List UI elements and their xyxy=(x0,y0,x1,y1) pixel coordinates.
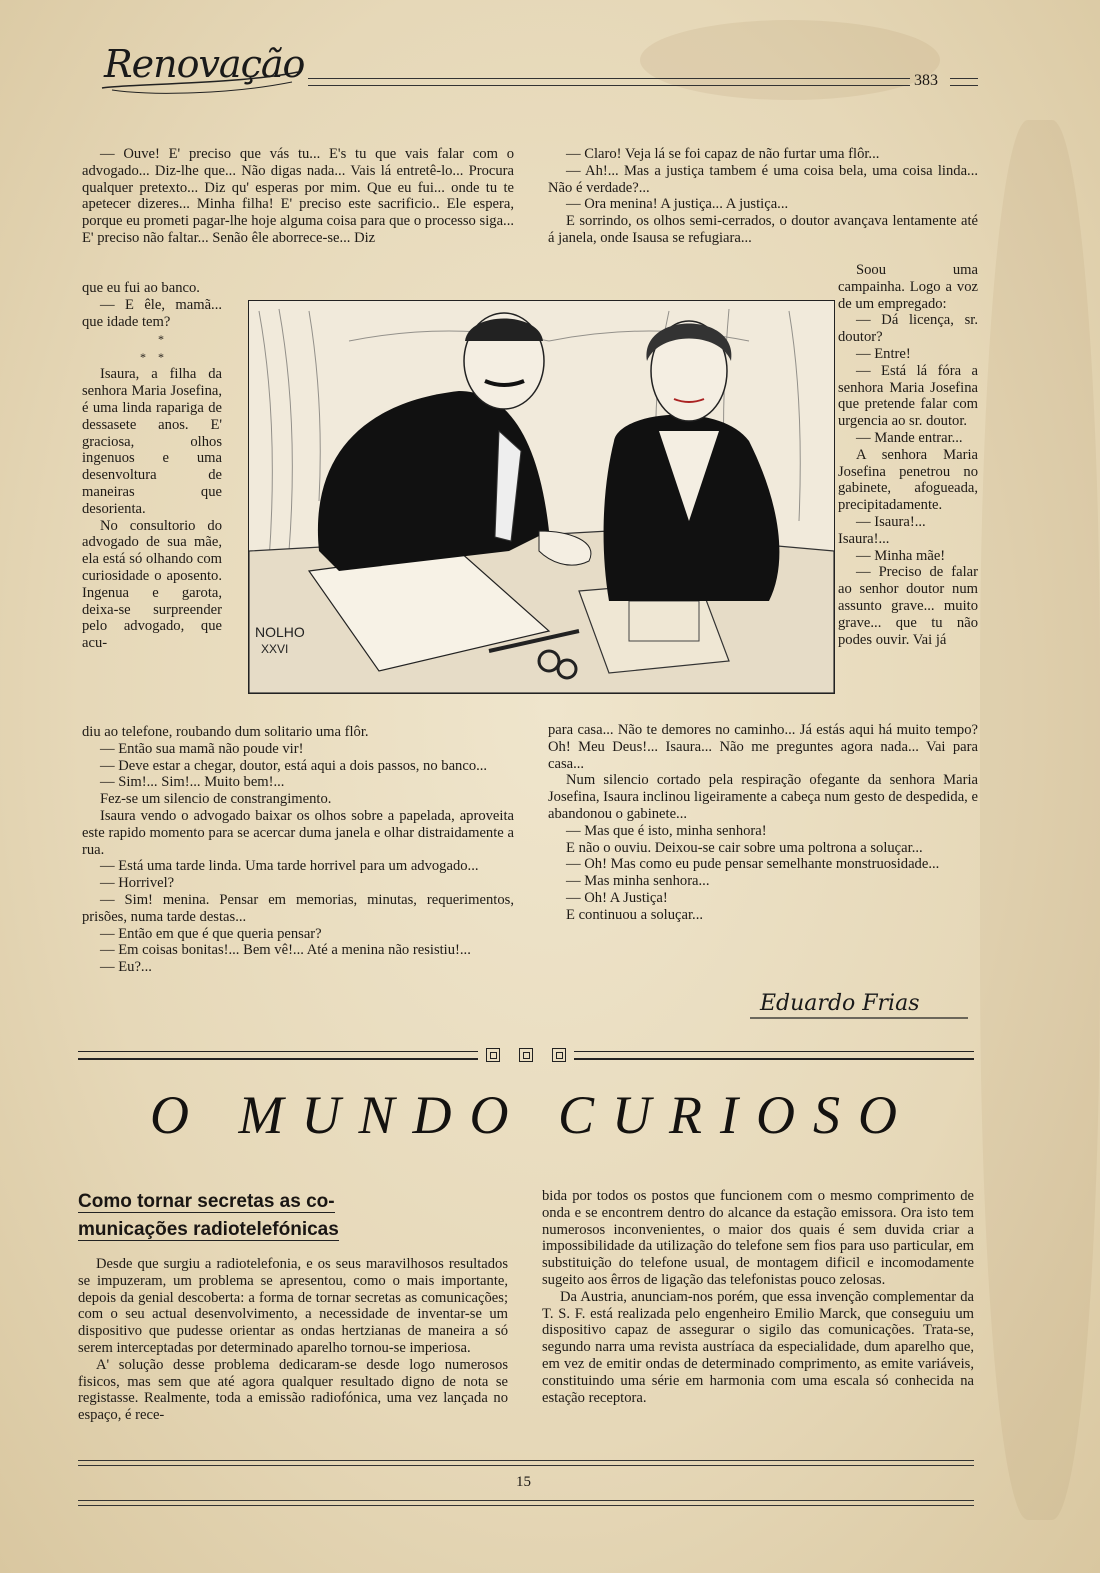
header-rule xyxy=(308,78,910,86)
story-paragraph: — Dá licença, sr. doutor? xyxy=(838,312,978,346)
ornament-square-icon xyxy=(552,1048,566,1062)
story-paragraph: — Ora menina! A justiça... A justiça... xyxy=(566,196,789,213)
story-paragraph: No consultorio do advogado de sua mãe, ela está só olhando com curiosidade o aposento. Ingenua e garota, deixa-se surpreender pelo advogado, que acu- xyxy=(82,517,222,652)
star: * xyxy=(158,332,164,347)
story-left-top xyxy=(82,146,514,247)
article-title-line1: Como tornar secretas as co- xyxy=(78,1191,335,1212)
article-right-column xyxy=(542,1188,974,1406)
story-paragraph: Soou uma campainha. Logo a voz de um empregado: xyxy=(838,262,978,312)
story-paragraph: E não o ouviu. Deixou-se cair sobre uma poltrona a soluçar... xyxy=(566,839,923,856)
footer-rule xyxy=(78,1500,974,1506)
story-paragraph: — Em coisas bonitas!... Bem vê!... Até a menina não resistiu!... xyxy=(100,942,471,959)
story-paragraph: — Ouve! E' preciso que vás tu... E's tu que vais falar com o advogado... Diz-lhe que... Não digas nada... Vais lá entretê-lo... Procura qualquer pretexto... Diz qu' esperas por mim. Que eu fui... onde tu te apetecer dizeres... Minha filha! E' preciso este sacrificio.. Ele espera, porque eu prometi pagar-lhe hoje alguma coisa para que o processo siga... E' preciso não faltar... Senão êle aborrece-se... Diz xyxy=(82,146,514,246)
story-paragraph: — Sim!... Sim!... Muito bem!... xyxy=(100,774,285,791)
story-paragraph: — Mande entrar... xyxy=(856,429,963,446)
story-right-top xyxy=(548,146,978,247)
article-title-line2: municações radiotelefónicas xyxy=(78,1219,339,1240)
story-paragraph: A senhora Maria Josefina penetrou no gabinete, afogueada, precipitadamente. xyxy=(838,446,978,514)
story-paragraph: — Isaura!... xyxy=(856,513,926,530)
story-right-narrow xyxy=(838,262,978,648)
story-paragraph: — Preciso de falar ao senhor doutor num assunto grave... muito grave... que tu não podes ouvir. Vai já xyxy=(838,564,978,648)
ornament-square-icon xyxy=(519,1048,533,1062)
article-left-column xyxy=(78,1256,508,1424)
footer-rule xyxy=(78,1460,974,1466)
header-rule-end xyxy=(950,78,978,86)
signature-text: Eduardo Frias xyxy=(760,991,920,1016)
story-paragraph: Num silencio cortado pela respiração ofegante da senhora Maria Josefina, Isaura inclinou ligeiramente a cabeça num gesto de despedida, e abandonou o gabinete... xyxy=(548,772,978,822)
footer-page-number: 15 xyxy=(516,1474,531,1490)
section-break-stars xyxy=(82,330,222,366)
story-paragraph: — Eu?... xyxy=(100,959,152,976)
story-paragraph: Isaura, a filha da senhora Maria Josefina, é uma linda rapariga de dessasete anos. E' graciosa, olhos ingenuos e uma desenvoltura de maneiras que desorienta. xyxy=(82,366,222,517)
story-paragraph: diu ao telefone, roubando dum solitario uma flôr. xyxy=(82,724,369,740)
article-paragraph: bida por todos os postos que funcionem com o mesmo comprimento de onda e se encontrem dentro do alcance da estação emissora. Ora isto tem numerosos inconvenientes, o maior dos quais é sem duvida criar a impossibilidade da utilização do telefone sem fios para uso particular, em substituição do telefone usual, de montagem dificil e incomodamente sugeito aos êrros de ligação das telefonistas pouco zelosas. xyxy=(542,1188,974,1288)
story-paragraph: que eu fui ao banco. xyxy=(82,280,200,296)
illustration-number: XXVI xyxy=(261,642,289,656)
separator-rule-right xyxy=(574,1051,974,1060)
story-paragraph: — Deve estar a chegar, doutor, está aqui a dois passos, no banco... xyxy=(100,757,488,774)
story-paragraph: — Ah!... Mas a justiça tambem é uma coisa bela, uma coisa linda... Não é verdade?... xyxy=(548,162,978,196)
paper-stain xyxy=(640,20,940,100)
story-paragraph: — Oh! Mas como eu pude pensar semelhante monstruosidade... xyxy=(566,856,940,873)
story-paragraph: — Mas minha senhora... xyxy=(566,873,710,890)
masthead-logo xyxy=(92,38,305,102)
story-left-bottom xyxy=(82,724,514,976)
article-paragraph: Desde que surgiu a radiotelefonia, e os seus maravilhosos resultados se impuzeram, um problema se apresentou, como o mais importante, depois da genial descoberta: a forma de tornar secretas as comunicações; com o seu actual desenvolvimento, a necessidade de inventar-se um dispositivo que pudesse orientar as ondas hertzianas de maneira a só serem interceptadas por determinado aparelho tornou-se imperiosa. xyxy=(78,1256,508,1356)
story-paragraph: E sorrindo, os olhos semi-cerrados, o doutor avançava lentamente até á janela, onde Isausa se refugiara... xyxy=(548,213,978,246)
article-title xyxy=(78,1188,508,1244)
header-page-number: 383 xyxy=(914,72,938,89)
section-title: O MUNDO CURIOSO xyxy=(150,1085,915,1145)
story-paragraph: Fez-se um silencio de constrangimento. xyxy=(100,791,332,808)
story-paragraph: — Está lá fóra a senhora Maria Josefina que pretende falar com urgencia ao sr. doutor. xyxy=(838,362,978,430)
story-left-narrow-top xyxy=(82,280,222,652)
paper-stain xyxy=(980,120,1100,1520)
signature-flourish xyxy=(746,984,974,1024)
story-paragraph: — Oh! A Justiça! xyxy=(566,889,668,906)
story-paragraph: — Então sua mamã não poude vir! xyxy=(100,740,304,757)
section-separator xyxy=(78,1048,974,1068)
star: * * xyxy=(140,350,164,365)
article-paragraph: Da Austria, anunciam-nos porém, que essa invenção complementar da T. S. F. está realizada pelo engenheiro Emilio Marck, que conseguiu um dispositivo capaz de assegurar o sigilo das comunicações. Trata-se, segundo narra uma revista austríaca da especialidade, dum aparelho que, em vez de emitir ondas de determinado comprimento, as emite variáveis, constituindo uma série em harmonia com uma escala só conhecida na estação receptora. xyxy=(542,1288,974,1406)
separator-rule-left xyxy=(78,1051,478,1060)
story-paragraph: para casa... Não te demores no caminho... Já estás aqui há muito tempo? Oh! Meu Deus!... Isaura... Não me preguntes agora nada... Vai para casa... xyxy=(548,722,978,772)
story-paragraph: E continuou a soluçar... xyxy=(566,906,703,923)
author-signature xyxy=(746,984,974,1024)
article-paragraph: A' solução desse problema dedicaram-se desde logo numerosos fisicos, mas sem que até agora qualquer resultado digno de nota se registasse. Realmente, toda a emissão radiofónica, uma vez lançada no espaço, é rece- xyxy=(78,1356,508,1424)
story-paragraph: — Horrivel? xyxy=(100,875,175,892)
story-paragraph: Isaura!... xyxy=(838,530,890,547)
story-paragraph: Isaura vendo o advogado baixar os olhos sobre a papelada, aproveita este rapido momento para se acercar duma janela e olhar distraidamente a rua. xyxy=(82,807,514,858)
story-paragraph: — Minha mãe! xyxy=(856,547,946,564)
story-paragraph: — Sim! menina. Pensar em memorias, minutas, requerimentos, prisões, numa tarde destas... xyxy=(82,891,514,925)
illustration-artist-signature: NOLHO xyxy=(255,624,305,640)
story-illustration xyxy=(248,300,835,694)
masthead-text: Renovação xyxy=(104,42,305,86)
story-right-bottom xyxy=(548,722,978,924)
illustration-drawing xyxy=(249,301,834,693)
story-paragraph: — Entre! xyxy=(856,345,911,362)
story-paragraph: — Claro! Veja lá se foi capaz de não furtar uma flôr... xyxy=(566,146,880,162)
story-paragraph: — Mas que é isto, minha senhora! xyxy=(566,822,767,839)
story-paragraph: — Então em que é que queria pensar? xyxy=(100,925,322,942)
story-paragraph: — E êle, mamã... que idade tem? xyxy=(82,296,222,330)
story-paragraph: — Está uma tarde linda. Uma tarde horrivel para um advogado... xyxy=(100,858,479,875)
ornament-square-icon xyxy=(486,1048,500,1062)
